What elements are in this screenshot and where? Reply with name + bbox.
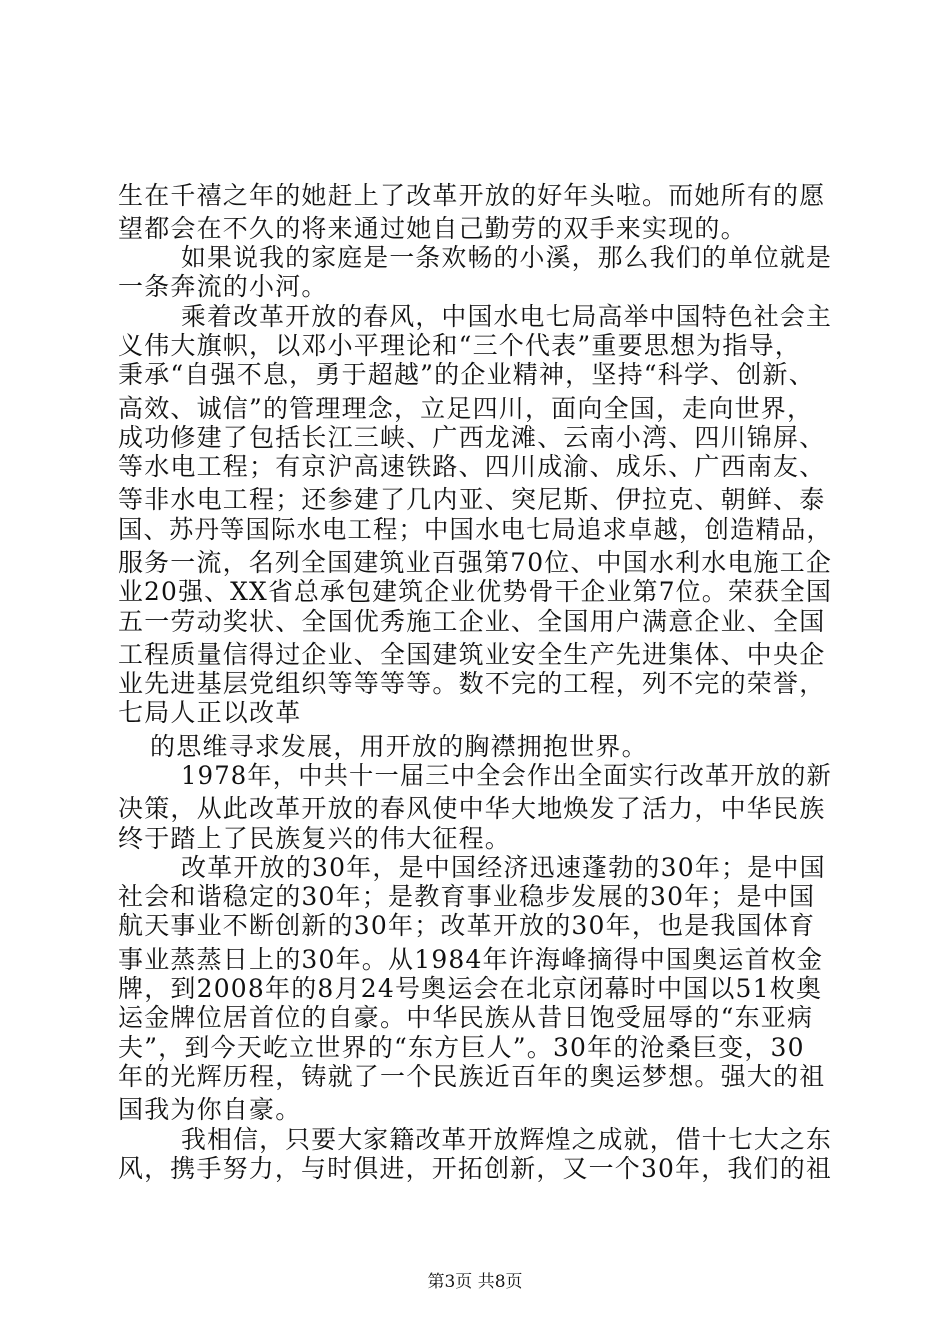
text-line-content: 航天事业不断创新的30年；改革开放的30年，也是我国体育 — [118, 911, 816, 940]
text-line-content: 1978年，中共十一届三中全会作出全面实行改革开放的新 — [181, 761, 832, 790]
text-line — [0, 575, 950, 609]
text-line-content: 生在千禧之年的她赶上了改革开放的好年头啦。而她所有的愿 — [118, 181, 826, 210]
text-line-content: 一条奔流的小河。 — [118, 272, 328, 301]
text-line-content: 望都会在不久的将来通过她自己勤劳的双手来实现的。 — [118, 214, 747, 243]
text-line-content: 高效、诚信”的管理理念，立足四川，面向全国，走向世界， — [118, 394, 814, 423]
text-line-content: 乘着改革开放的春风，中国水电七局高举中国特色社会主 — [181, 302, 833, 331]
text-line-content: 国我为你自豪。 — [118, 1095, 302, 1124]
text-line — [0, 1093, 950, 1127]
text-line — [0, 759, 950, 793]
text-line — [0, 450, 950, 484]
text-line-content: 业先进基层党组织等等等等。数不完的工程，列不完的荣誉， — [118, 669, 826, 698]
text-line-content: 业20强、XX省总承包建筑企业优势骨干企业第7位。荣获全国 — [118, 577, 833, 606]
text-line-content: 运金牌位居首位的自豪。中华民族从昔日饱受屈辱的“东亚病 — [118, 1003, 814, 1032]
text-line — [0, 1152, 950, 1186]
text-line-content: 国、苏丹等国际水电工程；中国水电七局追求卓越，创造精品， — [118, 515, 833, 544]
text-line-content: 我相信，只要大家籍改革开放辉煌之成就，借十七大之东 — [181, 1125, 833, 1154]
text-line — [0, 909, 950, 943]
text-line-content: 的思维寻求发展，用开放的胸襟拥抱世界。 — [150, 732, 648, 761]
text-line-content: 事业蒸蒸日上的30年。从1984年许海峰摘得中国奥运首枚金 — [118, 945, 824, 974]
text-line-content: 牌，到2008年的8月24号奥运会在北京闭幕时中国以51枚奥 — [118, 974, 823, 1003]
text-line-content: 风，携手努力，与时俱进，开拓创新，又一个30年，我们的祖 — [118, 1154, 832, 1183]
text-line — [0, 1001, 950, 1035]
text-line-content: 工程质量信得过企业、全国建筑业安全生产先进集体、中央企 — [118, 640, 826, 669]
text-line-content: 等非水电工程；还参建了几内亚、突尼斯、伊拉克、朝鲜、泰 — [118, 485, 826, 514]
page-number-footer: 第3页 共8页 — [427, 1272, 523, 1292]
text-line — [0, 179, 950, 213]
text-line — [0, 605, 950, 639]
text-line-content: 义伟大旗帜，以邓小平理论和“三个代表”重要思想为指导， — [118, 331, 801, 360]
text-line-content: 终于踏上了民族复兴的伟大征程。 — [118, 824, 512, 853]
text-line — [0, 696, 950, 730]
text-line — [0, 358, 950, 392]
text-line-content: 年的光辉历程，铸就了一个民族近百年的奥运梦想。强大的祖 — [118, 1062, 826, 1091]
text-line-content: 五一劳动奖状、全国优秀施工企业、全国用户满意企业、全国 — [118, 607, 826, 636]
text-line-content: 如果说我的家庭是一条欢畅的小溪，那么我们的单位就是 — [181, 243, 833, 272]
text-line-content: 秉承“自强不息，勇于超越”的企业精神，坚持“科学、创新、 — [118, 360, 815, 389]
text-line — [0, 1060, 950, 1094]
text-line-content: 改革开放的30年，是中国经济迅速蓬勃的30年；是中国 — [181, 853, 826, 882]
text-line — [0, 792, 950, 826]
text-line-content: 成功修建了包括长江三峡、广西龙滩、云南小湾、四川锦屏、 — [118, 423, 826, 452]
text-line — [0, 483, 950, 517]
text-line — [0, 270, 950, 304]
text-line-content: 决策，从此改革开放的春风使中华大地焕发了活力，中华民族 — [118, 794, 826, 823]
text-line-content: 七局人正以改革 — [118, 698, 302, 727]
text-line — [0, 513, 950, 547]
text-line-content: 服务一流，名列全国建筑业百强第70位、中国水利水电施工企 — [118, 548, 832, 577]
text-line-content: 等水电工程；有京沪高速铁路、四川成渝、成乐、广西南友、 — [118, 452, 826, 481]
text-line-content: 社会和谐稳定的30年；是教育事业稳步发展的30年；是中国 — [118, 882, 816, 911]
text-line-content: 夫”，到今天屹立世界的“东方巨人”。30年的沧桑巨变，30 — [118, 1033, 805, 1062]
